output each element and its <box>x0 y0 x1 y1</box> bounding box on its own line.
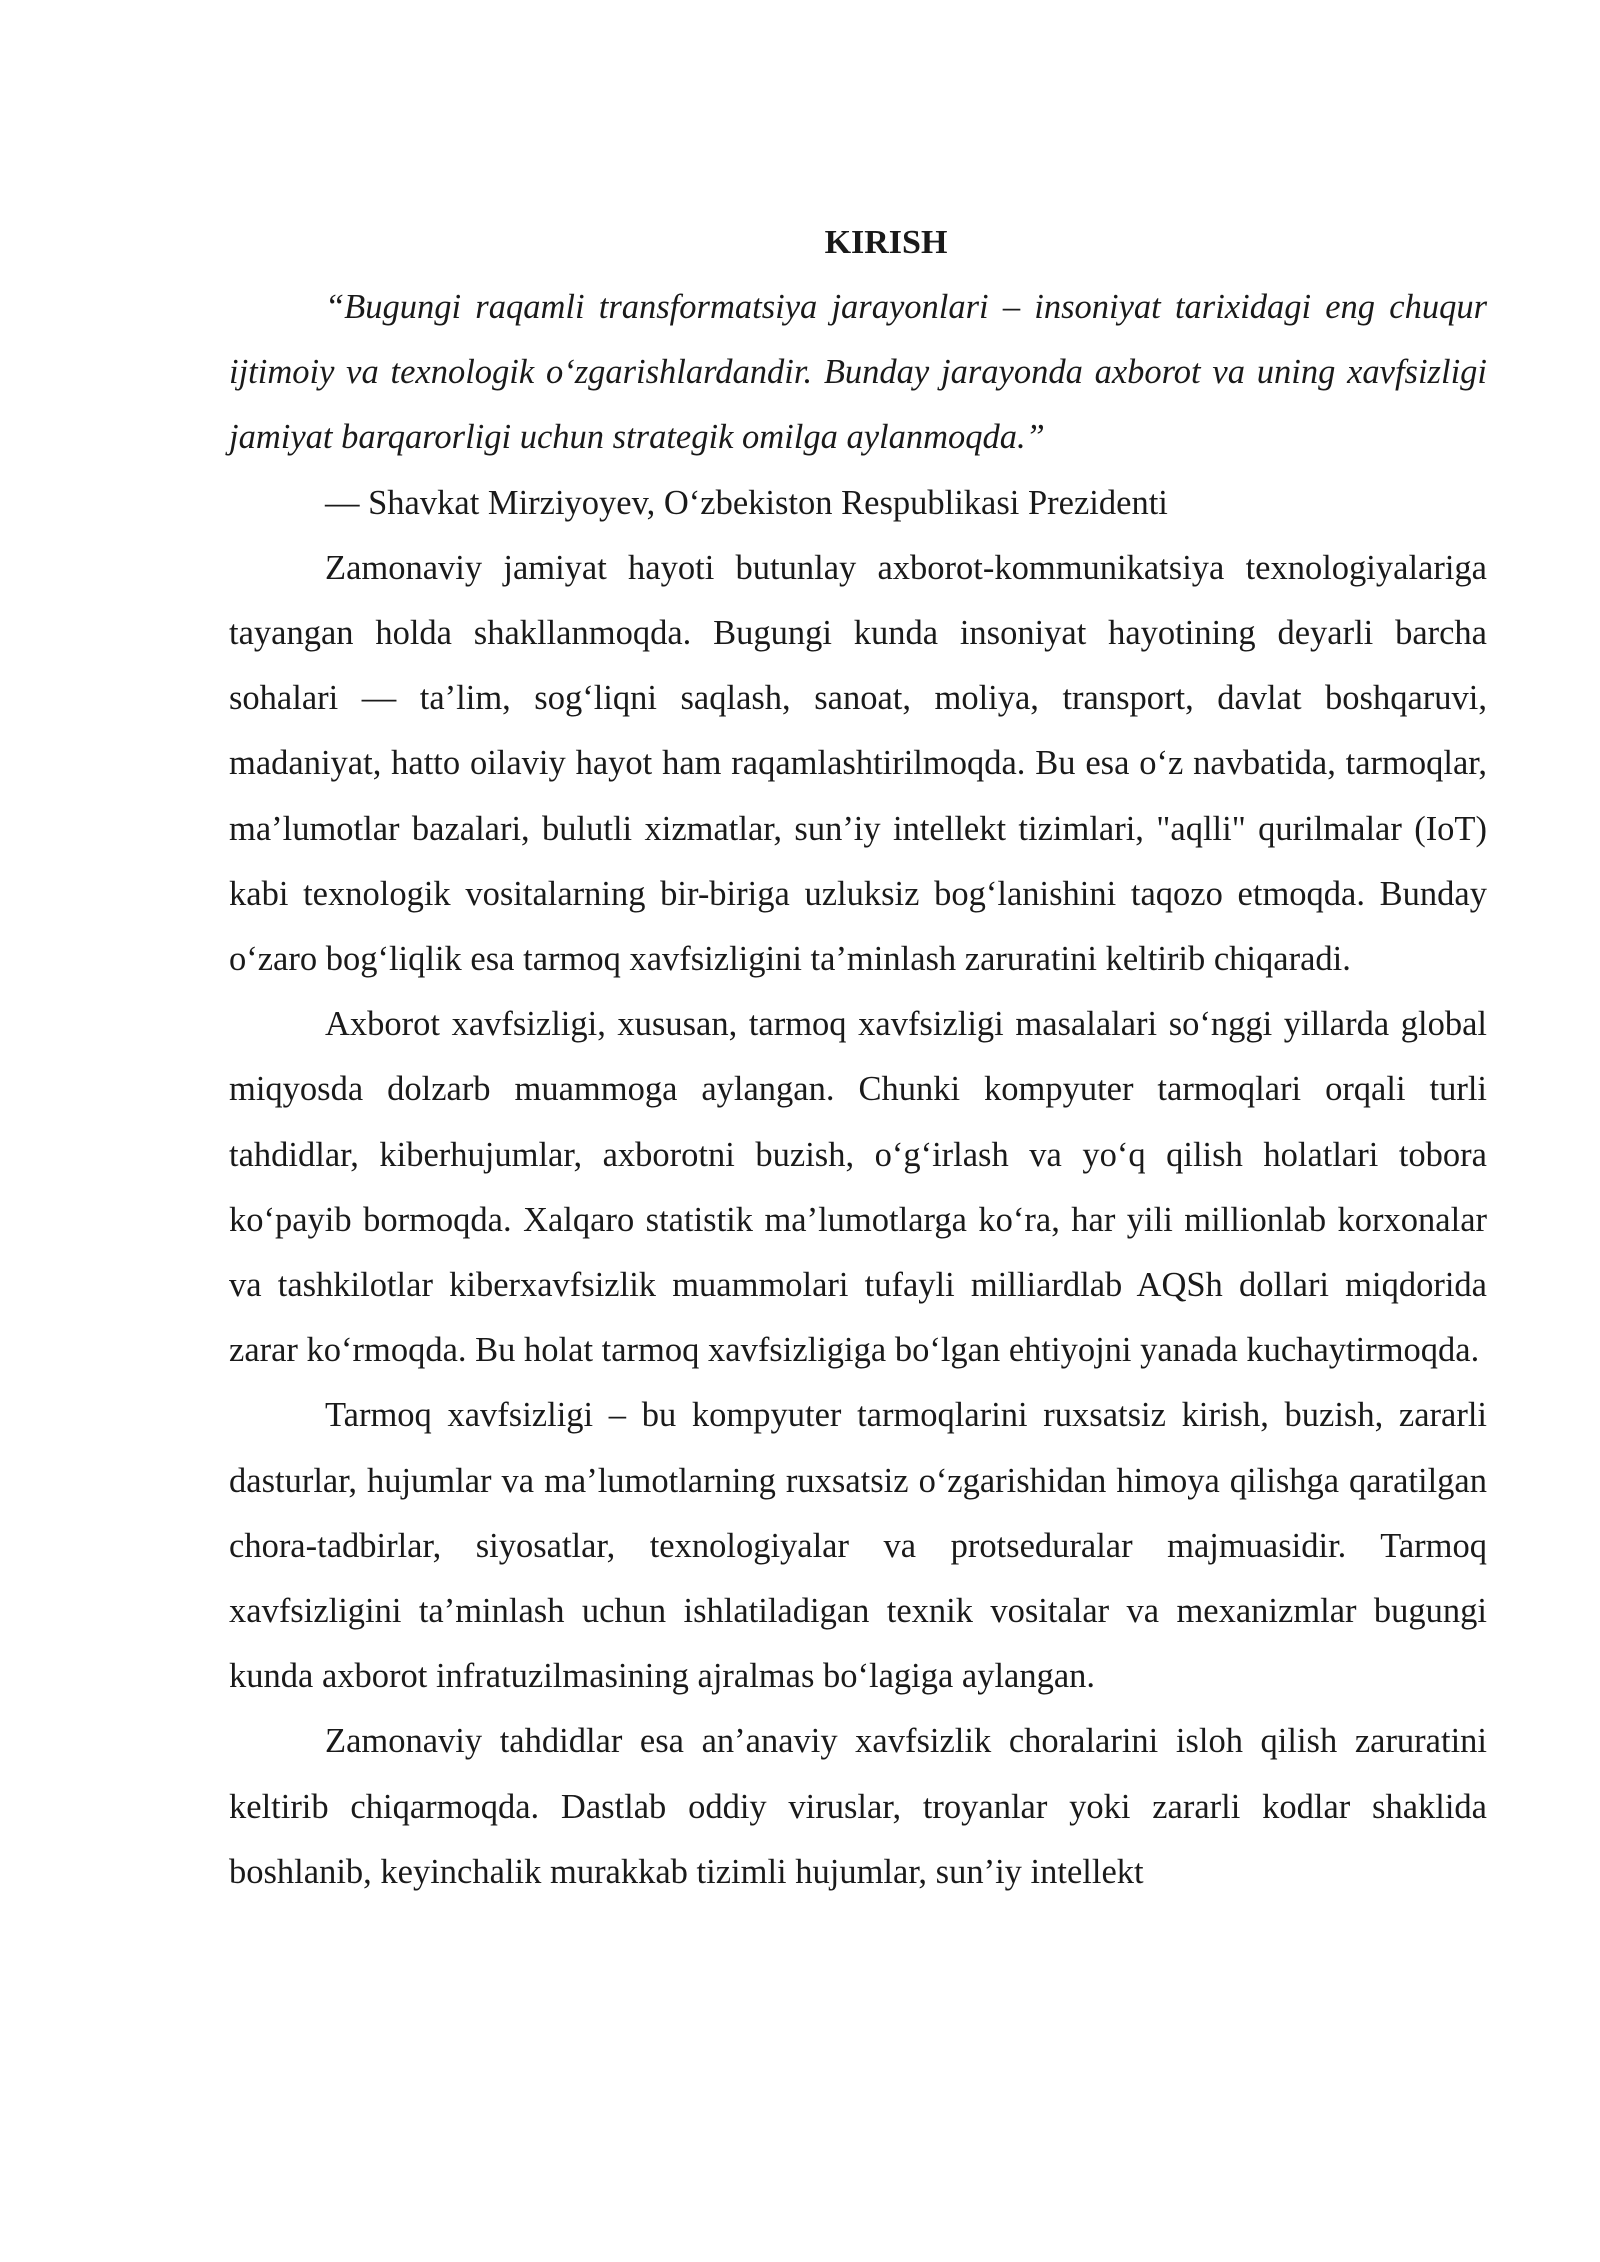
body-paragraph-2: Axborot xavfsizligi, xususan, tarmoq xavfsizligi masalalari so‘nggi yillarda global miqyosda dolzarb muammoga aylangan. Chunki kompyuter tarmoqlari orqali turli tahdidlar, kiberhujumlar, axborotni buzish, o‘g‘irlash va yo‘q qilish holatlari tobora ko‘payib bormoqda. Xalqaro statistik ma’lumotlarga ko‘ra, har yili millionlab korxonalar va tashkilotlar kiberxavfsizlik muammolari tufayli milliardlab AQSh dollari miqdorida zarar ko‘rmoqda. Bu holat tarmoq xavfsizligiga bo‘lgan ehtiyojni yanada kuchaytirmoqda. <box>229 1005 1487 1370</box>
body-paragraph-1: Zamonaviy jamiyat hayoti butunlay axborot-kommunikatsiya texnologiyalariga tayangan holda shakllanmoqda. Bugungi kunda insoniyat hayotining deyarli barcha sohalari — ta’lim, sog‘liqni saqlash, sanoat, moliya, transport, davlat boshqaruvi, madaniyat, hatto oilaviy hayot ham raqamlashtirilmoqda. Bu esa o‘z navbatida, tarmoqlar, ma’lumotlar bazalari, bulutli xizmatlar, sun’iy intellekt tizimlari, "aqlli" qurilmalar (IoT) kabi texnologik vositalarning bir-biriga uzluksiz bog‘lanishini taqozo etmoqda. Bunday o‘zaro bog‘liqlik esa tarmoq xavfsizligini ta’minlash zaruratini keltirib chiqaradi. <box>229 548 1487 979</box>
page-title: KIRISH <box>824 224 948 261</box>
body-paragraph-3: Tarmoq xavfsizligi – bu kompyuter tarmoqlarini ruxsatsiz kirish, buzish, zararli dasturlar, hujumlar va ma’lumotlarning ruxsatsiz o‘zgarishidan himoya qilishga qaratilgan chora-tadbirlar, siyosatlar, texnologiyalar va protseduralar majmuasidir. Tarmoq xavfsizligini ta’minlash uchun ishlatiladigan texnik vositalar va mexanizmlar bugungi kunda axborot infratuzilmasining ajralmas bo‘lagiga aylangan. <box>229 1396 1487 1696</box>
body-paragraph-4: Zamonaviy tahdidlar esa an’anaviy xavfsizlik choralarini isloh qilish zaruratini keltirib chiqarmoqda. Dastlab oddiy viruslar, troyanlar yoki zararli kodlar shaklida boshlanib, keyinchalik murakkab tizimli hujumlar, sun’iy intellekt <box>229 1722 1487 1891</box>
epigraph-quote: “Bugungi raqamli transformatsiya jarayonlari – insoniyat tarixidagi eng chuqur ijtimoiy va texnologik o‘zgarishlardandir. Bunday jarayonda axborot va uning xavfsizligi jamiyat barqarorligi uchun strategik omilga aylanmoqda.” <box>229 288 1487 457</box>
document-body <box>229 210 1487 1905</box>
epigraph-attribution: — Shavkat Mirziyoyev, O‘zbekiston Respublikasi Prezidenti <box>325 483 1168 522</box>
